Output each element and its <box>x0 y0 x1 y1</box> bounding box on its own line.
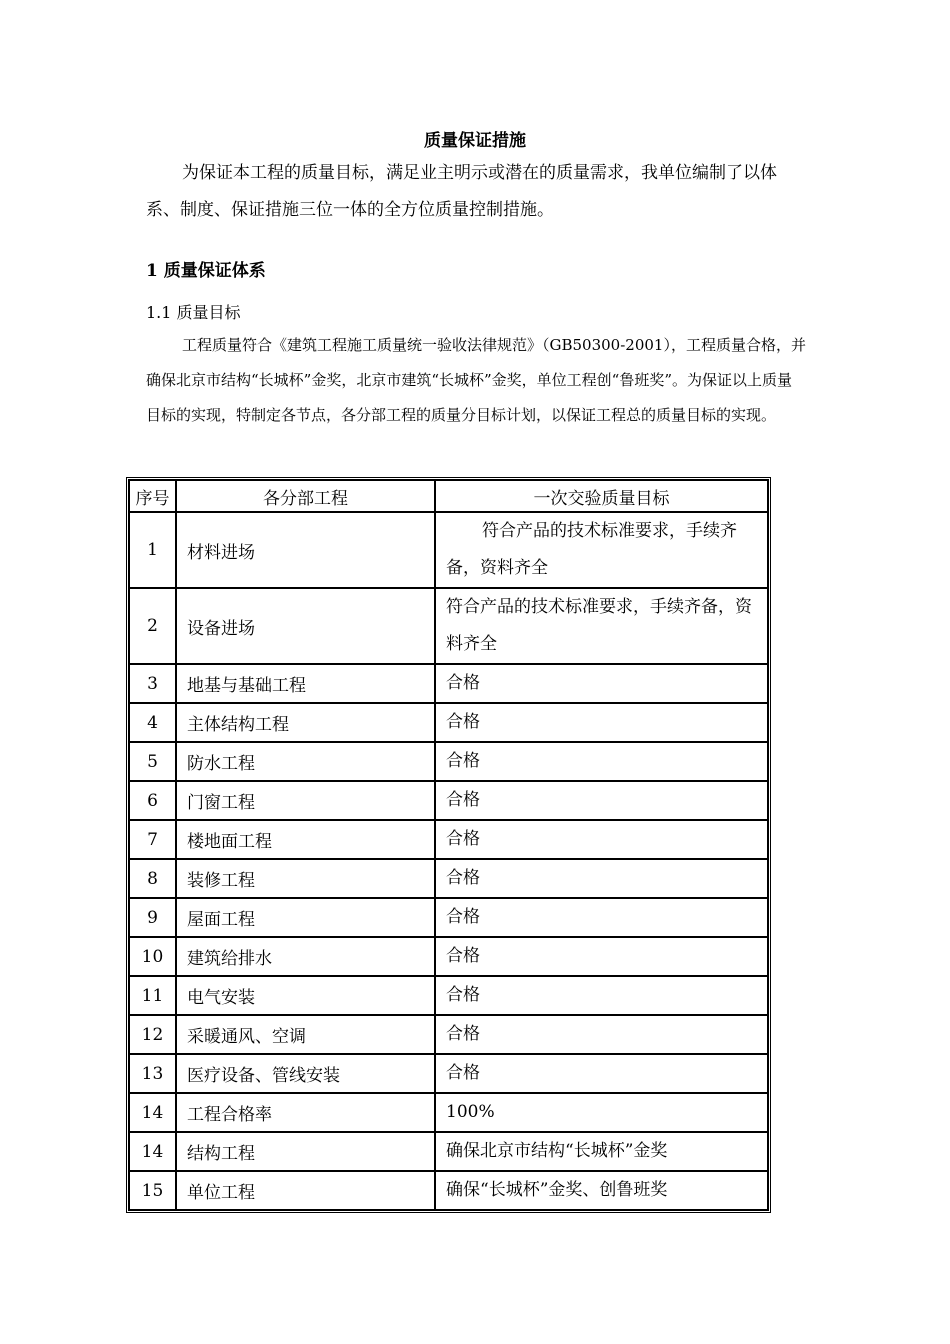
table-row <box>129 937 768 976</box>
table-row <box>129 1015 768 1054</box>
quality-target-table <box>126 477 771 1213</box>
row-part: 主体结构工程 <box>176 703 435 742</box>
row-part: 设备进场 <box>176 588 435 664</box>
row-index: 1 <box>129 512 176 588</box>
row-index: 14 <box>129 1093 176 1132</box>
table-row <box>129 703 768 742</box>
row-part: 材料进场 <box>176 512 435 588</box>
table-row <box>129 976 768 1015</box>
row-part: 装修工程 <box>176 859 435 898</box>
row-goal: 确保“长城杯”金奖、创鲁班奖 <box>435 1171 768 1210</box>
table-row <box>129 820 768 859</box>
quality-goal-paragraph <box>146 328 806 433</box>
table-row <box>129 1171 768 1210</box>
row-goal: 合格 <box>435 1054 768 1093</box>
row-index: 4 <box>129 703 176 742</box>
row-index: 15 <box>129 1171 176 1210</box>
row-part: 楼地面工程 <box>176 820 435 859</box>
table-header-row <box>129 480 768 512</box>
row-part: 电气安装 <box>176 976 435 1015</box>
row-index: 12 <box>129 1015 176 1054</box>
row-part: 地基与基础工程 <box>176 664 435 703</box>
row-goal: 符合产品的技术标准要求，手续齐备，资料齐全 <box>435 512 768 588</box>
row-part: 采暖通风、空调 <box>176 1015 435 1054</box>
row-index: 3 <box>129 664 176 703</box>
subsection-heading: 1.1 质量目标 <box>146 303 241 322</box>
row-index: 5 <box>129 742 176 781</box>
row-goal: 合格 <box>435 664 768 703</box>
table-row <box>129 664 768 703</box>
table-row <box>129 512 768 588</box>
row-part: 医疗设备、管线安装 <box>176 1054 435 1093</box>
row-part: 结构工程 <box>176 1132 435 1171</box>
row-index: 14 <box>129 1132 176 1171</box>
row-goal: 100% <box>435 1093 768 1132</box>
table-row <box>129 1132 768 1171</box>
row-goal: 合格 <box>435 1015 768 1054</box>
row-part: 屋面工程 <box>176 898 435 937</box>
table-row <box>129 898 768 937</box>
document-title: 质量保证措施 <box>424 131 526 151</box>
table-row <box>129 742 768 781</box>
row-goal: 合格 <box>435 898 768 937</box>
row-part: 建筑给排水 <box>176 937 435 976</box>
row-index: 13 <box>129 1054 176 1093</box>
row-index: 8 <box>129 859 176 898</box>
row-index: 10 <box>129 937 176 976</box>
table-row <box>129 781 768 820</box>
table-row <box>129 1054 768 1093</box>
row-goal: 合格 <box>435 859 768 898</box>
row-goal: 合格 <box>435 781 768 820</box>
row-goal: 合格 <box>435 820 768 859</box>
table-row <box>129 1093 768 1132</box>
row-goal: 合格 <box>435 742 768 781</box>
header-goal: 一次交验质量目标 <box>435 480 768 512</box>
intro-paragraph <box>146 155 806 229</box>
row-index: 6 <box>129 781 176 820</box>
row-goal: 合格 <box>435 976 768 1015</box>
row-part: 防水工程 <box>176 742 435 781</box>
row-index: 2 <box>129 588 176 664</box>
row-index: 7 <box>129 820 176 859</box>
row-part: 单位工程 <box>176 1171 435 1210</box>
row-goal: 确保北京市结构“长城杯”金奖 <box>435 1132 768 1171</box>
header-part: 各分部工程 <box>176 480 435 512</box>
table-row <box>129 859 768 898</box>
quality-goal-text: 工程质量符合《建筑工程施工质量统一验收法律规范》（GB50300-2001），工程质量合格，并确保北京市结构“长城杯”金奖，北京市建筑“长城杯”金奖，单位工程创“鲁班奖”。为保证以上质量目标的实现，特制定各节点，各分部工程的质量分目标计划，以保证工程总的质量目标的实现。 <box>146 336 806 424</box>
intro-text: 为保证本工程的质量目标，满足业主明示或潜在的质量需求，我单位编制了以体系、制度、保证措施三位一体的全方位质量控制措施。 <box>146 163 777 220</box>
row-goal: 合格 <box>435 703 768 742</box>
row-goal: 符合产品的技术标准要求，手续齐备，资料齐全 <box>435 588 768 664</box>
table-row <box>129 588 768 664</box>
row-index: 11 <box>129 976 176 1015</box>
row-part: 工程合格率 <box>176 1093 435 1132</box>
row-part: 门窗工程 <box>176 781 435 820</box>
section-heading: 1 质量保证体系 <box>146 261 266 281</box>
row-goal: 合格 <box>435 937 768 976</box>
row-index: 9 <box>129 898 176 937</box>
header-index: 序号 <box>129 480 176 512</box>
